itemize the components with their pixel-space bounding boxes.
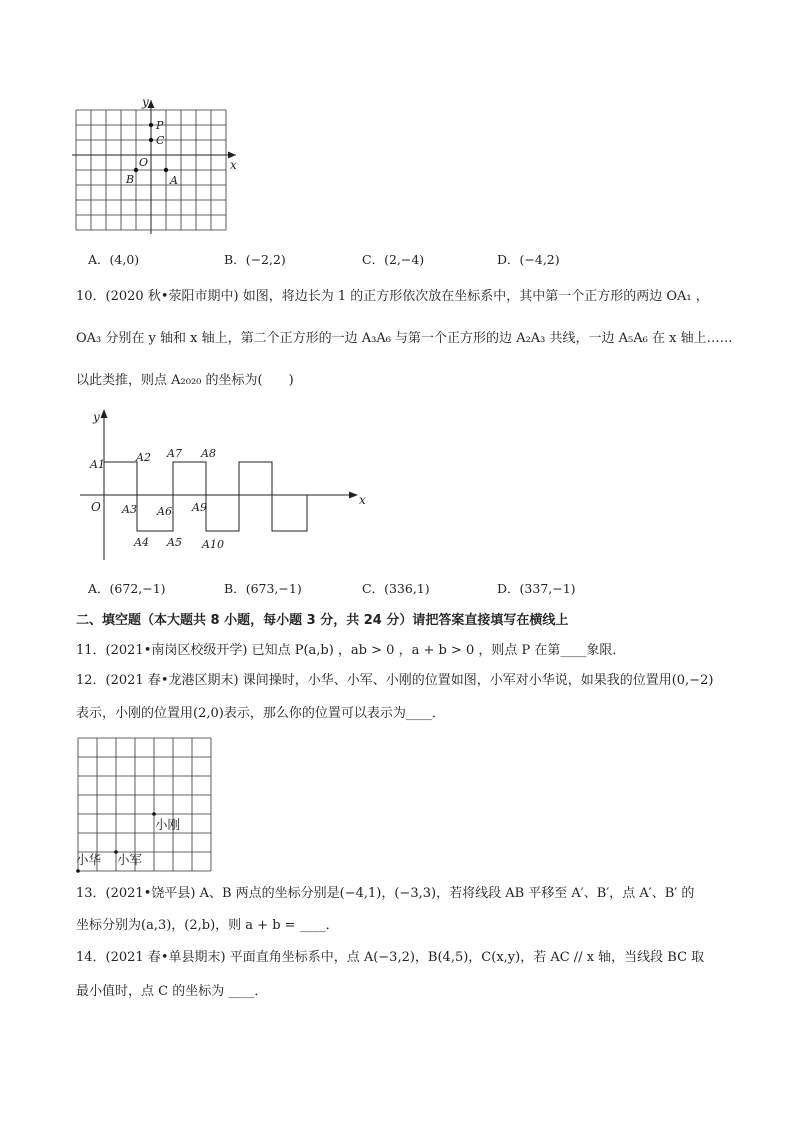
q10-label-a6: A6 [157, 505, 172, 518]
q9-option-b: B．(−2,2) [224, 252, 286, 267]
q12-line-2: 表示，小刚的位置用(2,0)表示，那么你的位置可以表示为____． [76, 706, 445, 721]
q10-label-o: O [91, 500, 101, 514]
q12-label-xiaohua: 小华 [76, 852, 102, 867]
q11-text: 11．(2021•南岗区校级开学) 已知点 P(a,b) ，ab > 0 ，a + b > 0 ，则点 P 在第____象限． [76, 643, 626, 658]
q10-option-d: D．(337,−1) [497, 581, 576, 596]
q13-line-2: 坐标分别为(a,3)，(2,b)，则 a + b = ____． [76, 918, 339, 933]
q12-grid-figure [74, 734, 219, 874]
q9-label-o: O [139, 156, 149, 169]
q10-option-b: B．(673,−1) [224, 581, 302, 596]
q10-squares-figure [80, 405, 380, 565]
q9-option-d: D．(−4,2) [497, 252, 560, 267]
q10-option-c: C．(336,1) [362, 581, 430, 596]
q10-label-a9: A9 [192, 501, 207, 514]
q9-point-c [149, 138, 153, 142]
q9-point-p [149, 123, 153, 127]
q10-label-a8: A8 [201, 447, 216, 460]
q10-label-y: y [93, 410, 100, 424]
q14-line-1: 14．(2021 春•单县期末) 平面直角坐标系中，点 A(−3,2)，B(4,5)，C(x,y)，若 AC // x 轴，当线段 BC 取 [76, 950, 705, 965]
q10-label-a5: A5 [167, 536, 182, 549]
q9-grid-figure [70, 94, 250, 244]
q10-line-1: 10．(2020 秋•荥阳市期中) 如图，将边长为 1 的正方形依次放在坐标系中，其中第一个正方形的两边 OA₁ ， [76, 289, 709, 304]
q12-label-xiaojun: 小军 [117, 852, 143, 867]
q9-label-c: C [156, 134, 165, 147]
q10-label-a3: A3 [122, 503, 137, 516]
q12-point-xiaohua [76, 869, 80, 873]
section-2-heading: 二、填空题（本大题共 8 小题，每小题 3 分，共 24 分）请把答案直接填写在横线上 [76, 613, 569, 628]
q12-label-xiaogang: 小刚 [155, 817, 181, 832]
q10-label-a1: A1 [90, 458, 105, 471]
q10-line-2: OA₃ 分别在 y 轴和 x 轴上，第二个正方形的一边 A₃A₆ 与第一个正方形的边 A₂A₃ 共线，一边 A₅A₆ 在 x 轴上…… [76, 331, 733, 346]
q9-label-b: B [126, 173, 135, 186]
q12-line-1: 12．(2021 春•龙港区期末) 课间操时，小华、小军、小刚的位置如图，小军对小华说，如果我的位置用(0,−2) [76, 673, 714, 688]
q10-label-x: x [359, 493, 366, 507]
q9-point-b [134, 168, 138, 172]
q9-point-a [164, 168, 168, 172]
q12-point-xiaogang [152, 812, 156, 816]
q9-label-p: P [156, 119, 164, 132]
q14-line-2: 最小值时，点 C 的坐标为 ____． [76, 984, 268, 999]
q13-line-1: 13．(2021•饶平县) A、B 两点的坐标分别是(−4,1)，(−3,3)，若将线段 AB 平移至 A′、B′，点 A′、B′ 的 [76, 886, 695, 901]
q9-option-a: A．(4,0) [88, 252, 140, 267]
q10-label-a7: A7 [167, 447, 182, 460]
q10-option-a: A．(672,−1) [88, 581, 166, 596]
q10-label-a4: A4 [134, 536, 149, 549]
q10-line-3: 以此类推，则点 A₂₀₂₀ 的坐标为( ) [76, 373, 294, 388]
q9-label-x: x [230, 158, 237, 172]
q9-label-a: A [170, 174, 178, 187]
q10-label-a10: A10 [202, 538, 224, 551]
q9-label-y: y [142, 95, 149, 109]
q10-label-a2: A2 [136, 451, 151, 464]
q9-option-c: C．(2,−4) [362, 252, 425, 267]
